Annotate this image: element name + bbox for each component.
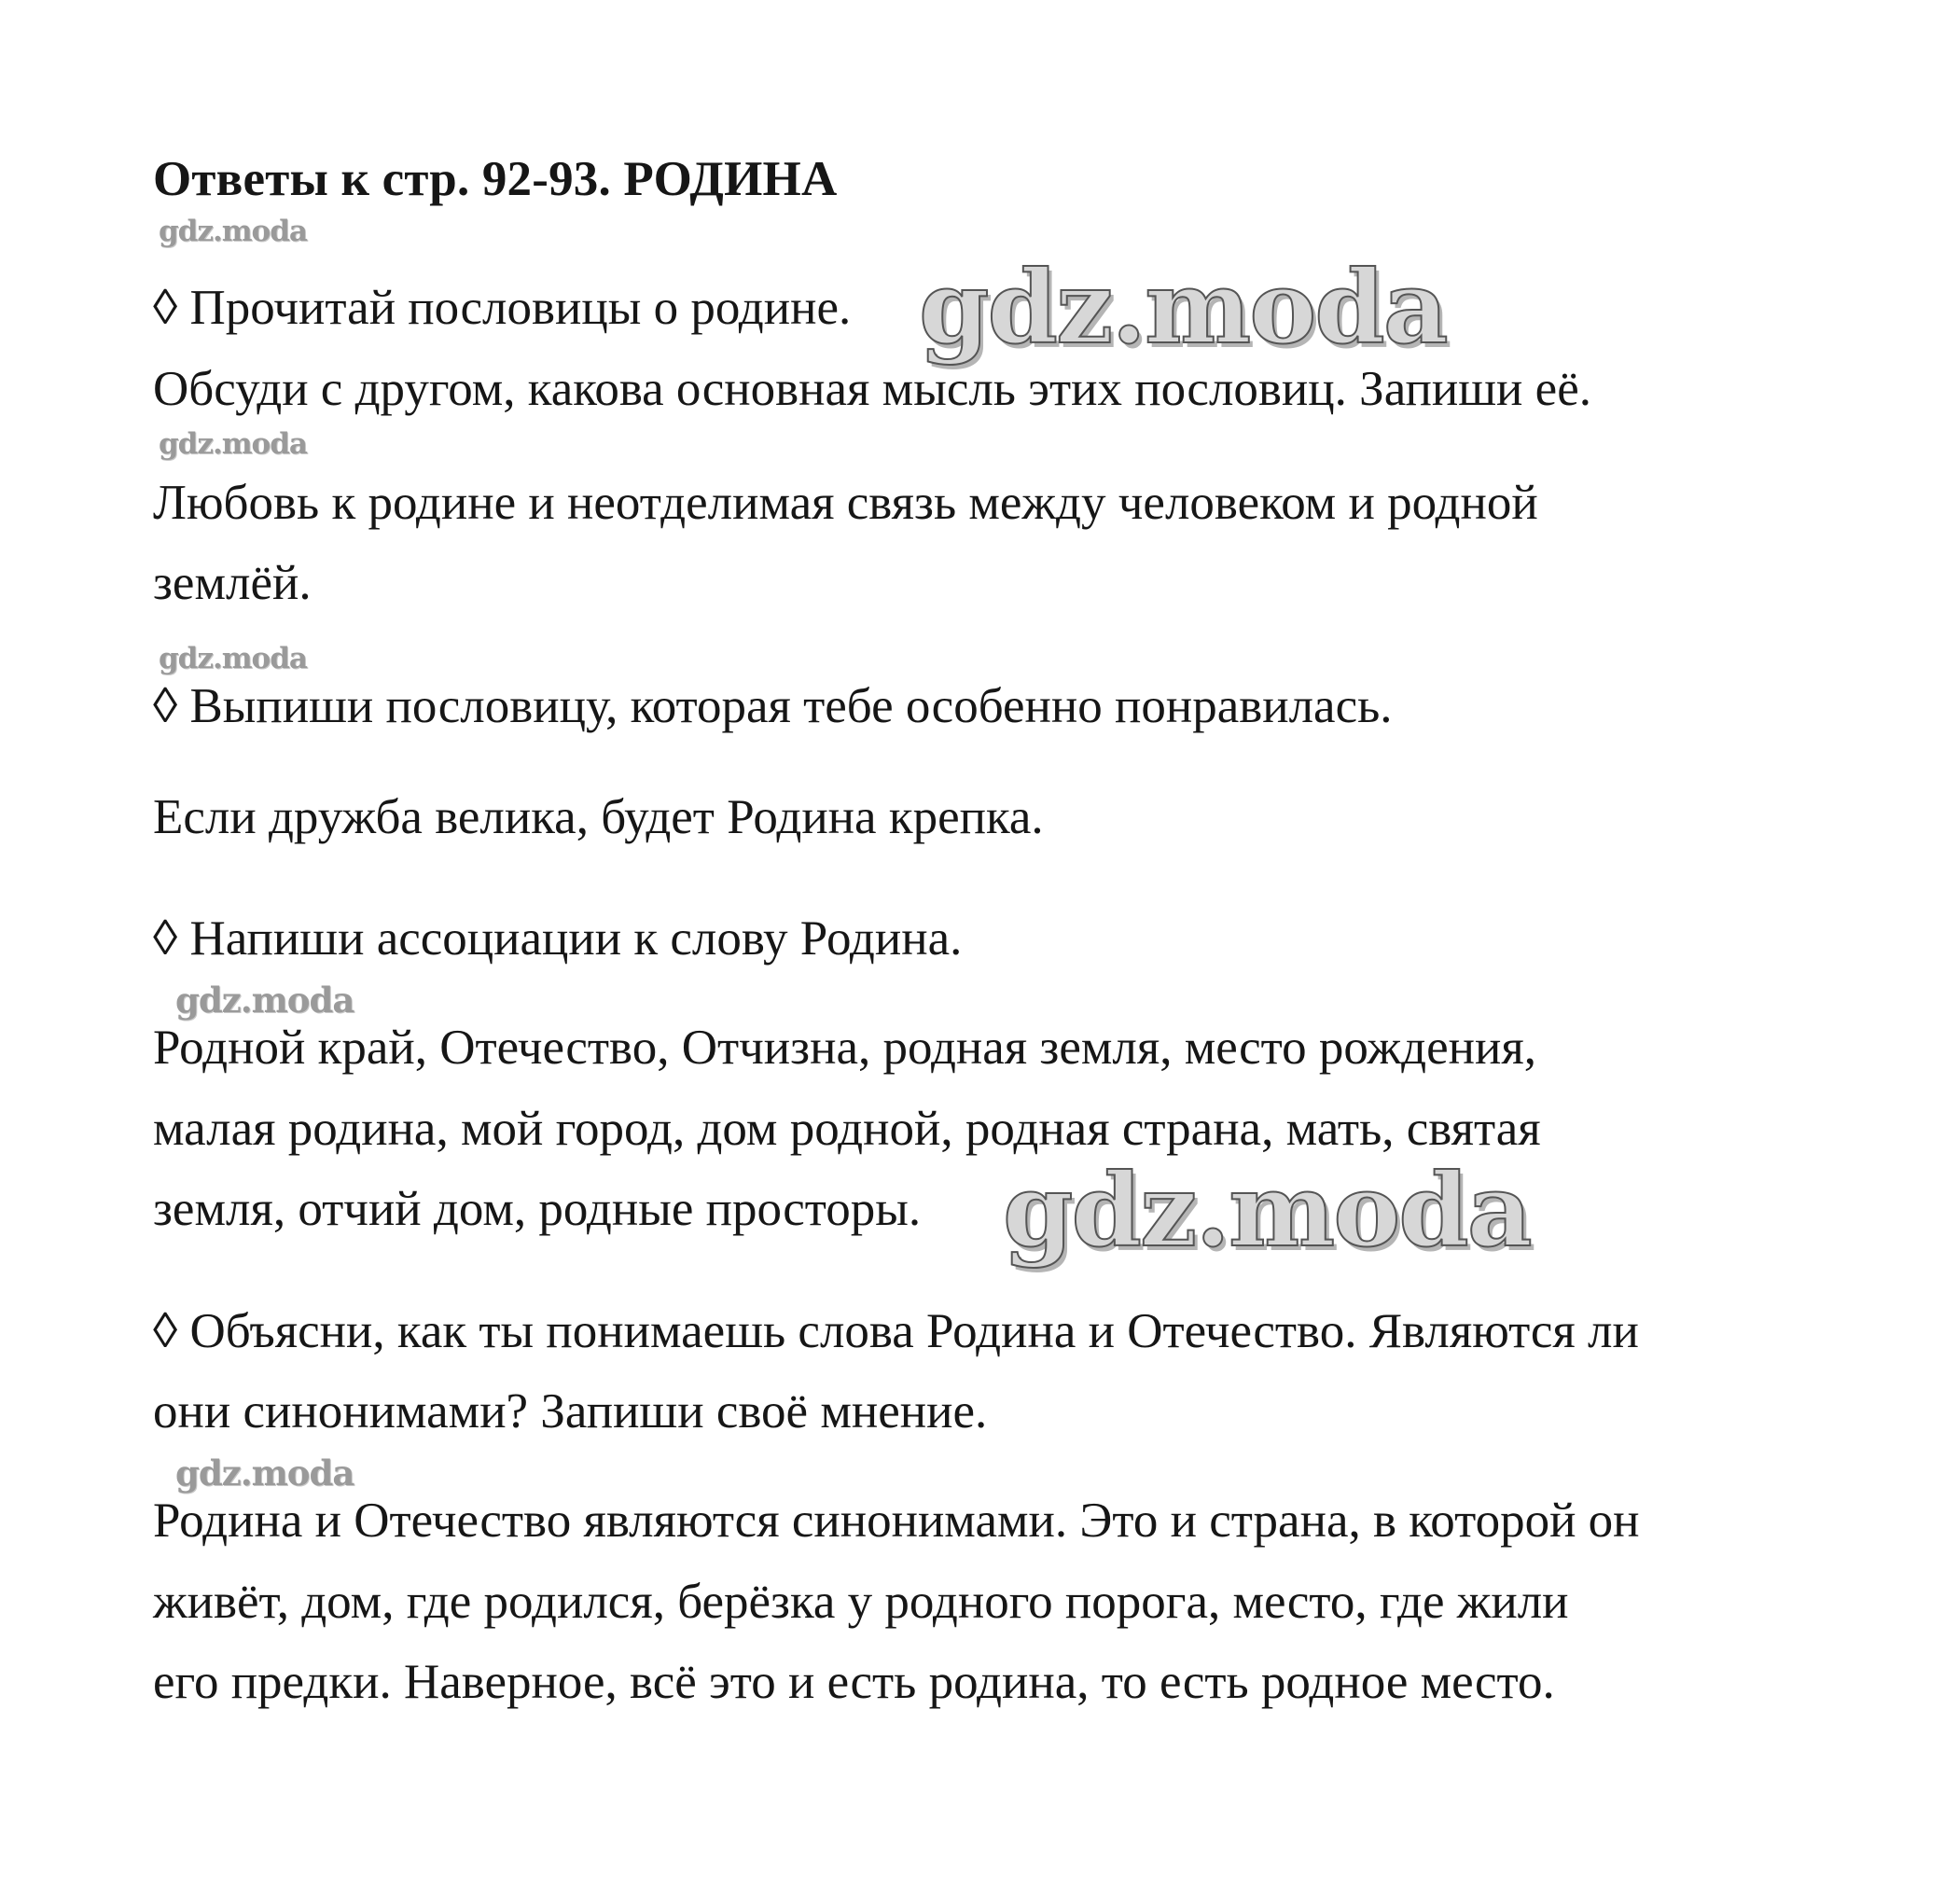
answer-4-line-1: Родина и Отечество являются синонимами. Это и страна, в которой он <box>153 1494 1640 1548</box>
question-4-line-1: ◊ Объясни, как ты понимаешь слова Родина и Отечество. Являются ли <box>153 1304 1639 1358</box>
watermark: gdz.moda <box>175 1452 354 1494</box>
answer-2: Если дружба велика, будет Родина крепка. <box>153 790 1044 844</box>
watermark: gdz.moda <box>159 642 307 675</box>
answer-3-line-2: малая родина, мой город, дом родной, родная страна, мать, святая <box>153 1102 1541 1156</box>
answer-4-line-3: его предки. Наверное, всё это и есть родина, то есть родное место. <box>153 1655 1555 1709</box>
answer-3-line-3: земля, отчий дом, родные просторы. <box>153 1182 922 1236</box>
question-1-task: Обсуди с другом, какова основная мысль этих пословиц. Запиши её. <box>153 362 1591 416</box>
watermark-large: gdz.moda <box>1003 1152 1531 1270</box>
question-1: ◊ Прочитай пословицы о родине. <box>153 281 852 335</box>
question-4-line-2: они синонимами? Запиши своё мнение. <box>153 1384 988 1438</box>
answer-4-line-2: живёт, дом, где родился, берёзка у родного порога, место, где жили <box>153 1575 1569 1629</box>
watermark-large: gdz.moda <box>919 249 1447 367</box>
question-2: ◊ Выпиши пословицу, которая тебе особенно понравилась. <box>153 679 1393 733</box>
answer-3-line-1: Родной край, Отечество, Отчизна, родная земля, место рождения, <box>153 1021 1537 1075</box>
watermark: gdz.moda <box>159 215 307 248</box>
answer-1-line-2: землёй. <box>153 556 312 610</box>
answer-1-line-1: Любовь к родине и неотделимая связь между человеком и родной <box>153 476 1538 530</box>
question-3: ◊ Напиши ассоциации к слову Родина. <box>153 911 963 966</box>
watermark: gdz.moda <box>159 427 307 461</box>
page-title: Ответы к стр. 92-93. РОДИНА <box>153 152 838 206</box>
watermark: gdz.moda <box>175 980 354 1021</box>
